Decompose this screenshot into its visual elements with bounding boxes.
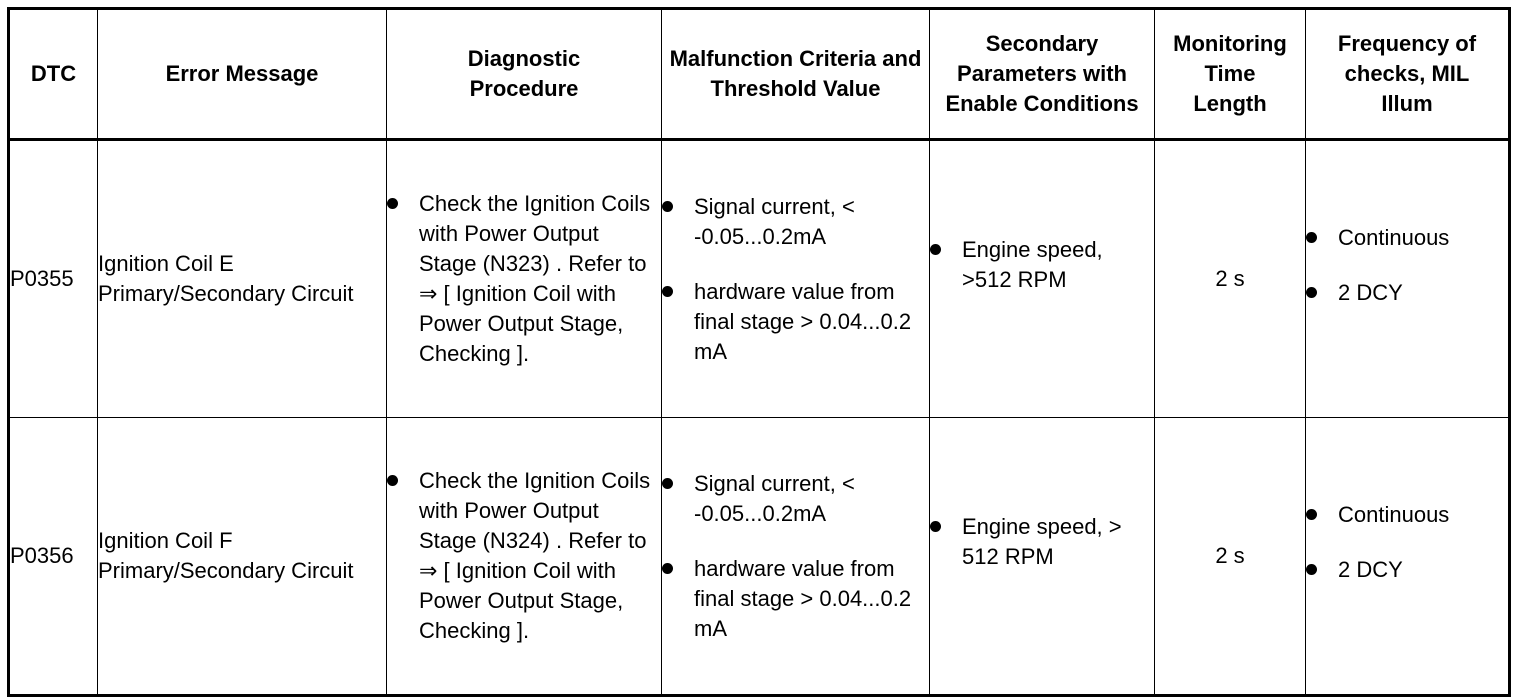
- secondary-parameters: [930, 140, 1155, 418]
- frequency: [1306, 418, 1510, 696]
- error-message: Ignition Coil F Primary/Secondary Circuit: [98, 418, 387, 696]
- procedure-item: Check the Ignition Coils with Power Output Stage (N323) . Refer to ⇒ [ Ignition Coil with Power Output Stage, Checking ].: [387, 189, 661, 369]
- monitoring-time: 2 s: [1155, 418, 1306, 696]
- criteria-item: hardware value from final stage > 0.04...0.2 mA: [662, 277, 929, 367]
- dtc-table: [7, 7, 1511, 697]
- dtc-code: P0355: [9, 140, 98, 418]
- criteria-item: Signal current, < -0.05...0.2mA: [662, 469, 929, 529]
- frequency-item: 2 DCY: [1306, 278, 1508, 308]
- monitoring-time: 2 s: [1155, 140, 1306, 418]
- frequency-item: 2 DCY: [1306, 555, 1508, 585]
- parameter-item: Engine speed, >512 RPM: [930, 235, 1154, 295]
- header-dtc: DTC: [9, 9, 98, 140]
- procedure-item: Check the Ignition Coils with Power Output Stage (N324) . Refer to ⇒ [ Ignition Coil with Power Output Stage, Checking ].: [387, 466, 661, 646]
- diagnostic-procedure: [387, 418, 662, 696]
- diagnostic-procedure: [387, 140, 662, 418]
- frequency: [1306, 140, 1510, 418]
- table-row: [9, 418, 1510, 696]
- header-diagnostic-procedure: Diagnostic Procedure: [387, 9, 662, 140]
- malfunction-criteria: [662, 418, 930, 696]
- header-error-message: Error Message: [98, 9, 387, 140]
- dtc-code: P0356: [9, 418, 98, 696]
- header-monitoring-time: Monitoring Time Length: [1155, 9, 1306, 140]
- secondary-parameters: [930, 418, 1155, 696]
- header-frequency: Frequency of checks, MIL Illum: [1306, 9, 1510, 140]
- header-malfunction-criteria: Malfunction Criteria and Threshold Value: [662, 9, 930, 140]
- malfunction-criteria: [662, 140, 930, 418]
- frequency-item: Continuous: [1306, 500, 1508, 530]
- header-secondary-parameters: Secondary Parameters with Enable Conditions: [930, 9, 1155, 140]
- table-row: [9, 140, 1510, 418]
- header-row: [9, 9, 1510, 140]
- parameter-item: Engine speed, > 512 RPM: [930, 512, 1154, 572]
- frequency-item: Continuous: [1306, 223, 1508, 253]
- criteria-item: hardware value from final stage > 0.04...0.2 mA: [662, 554, 929, 644]
- error-message: Ignition Coil E Primary/Secondary Circuit: [98, 140, 387, 418]
- criteria-item: Signal current, < -0.05...0.2mA: [662, 192, 929, 252]
